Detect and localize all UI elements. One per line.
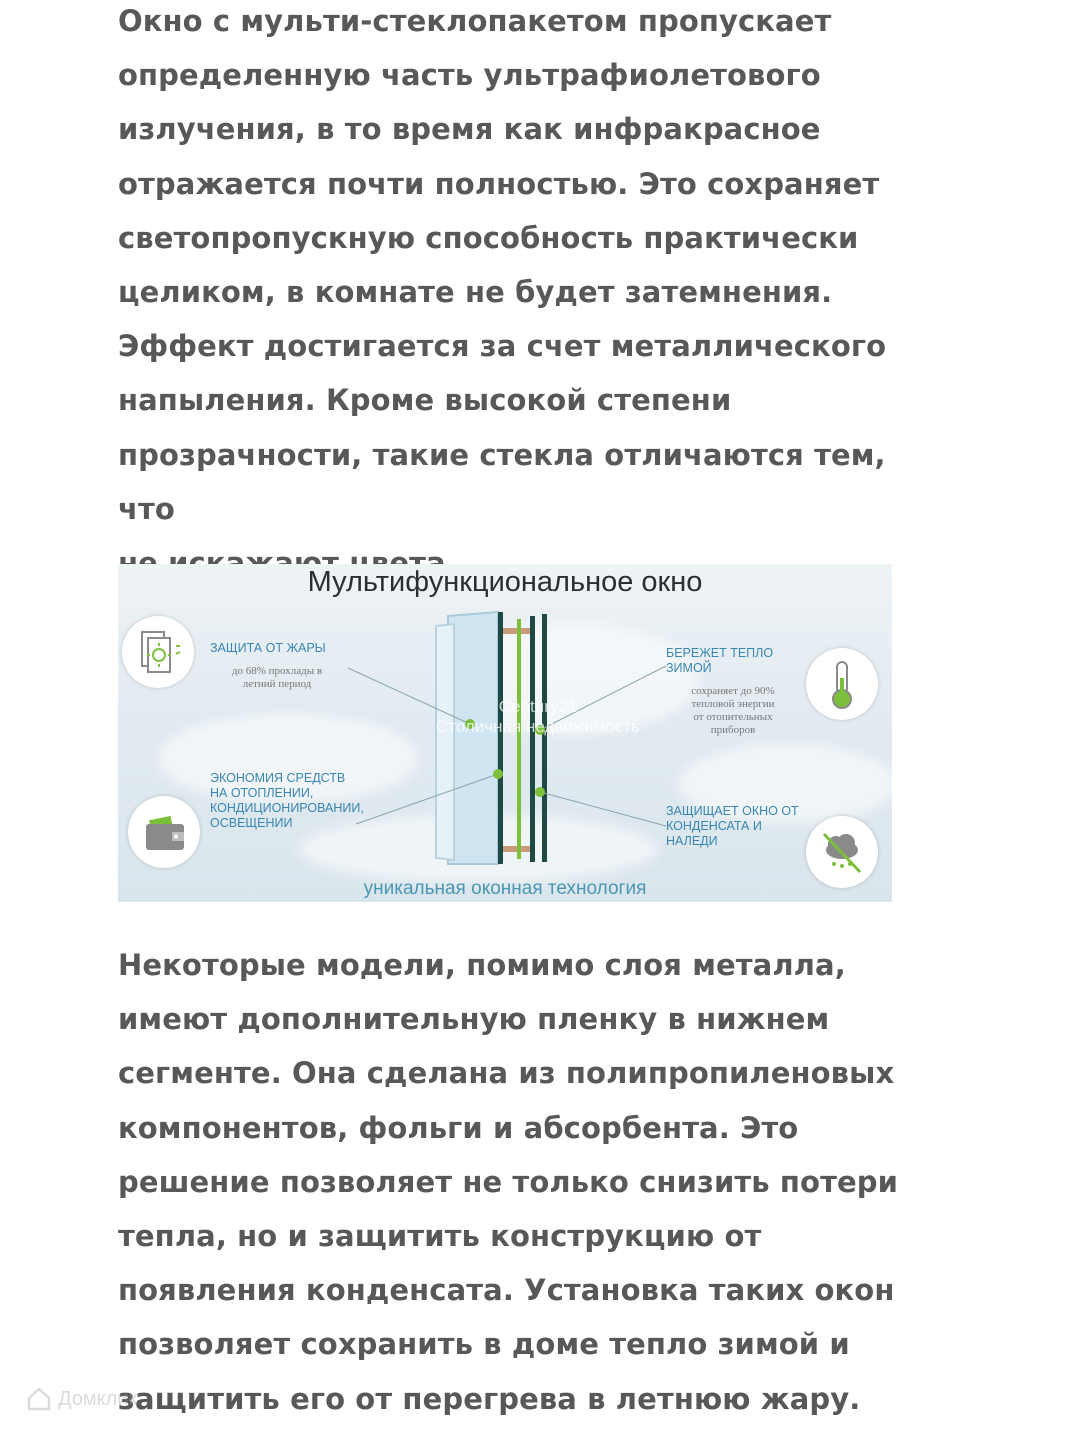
corner-logo-text: Домклик [58,1387,138,1410]
infographic-title: Мультифункциональное окно [307,566,703,598]
watermark: Century21 Столичная недвижимость [435,697,641,736]
home-logo-icon [26,1386,52,1412]
feature-condensate-title: ЗАЩИЩАЕТ ОКНО ОТ КОНДЕНСАТА И НАЛЕДИ [666,804,799,848]
infographic-footer: уникальная оконная технология [363,878,647,899]
sun-window-icon [122,616,194,688]
multifunctional-window-infographic [118,564,892,902]
article-paragraph-1: Окно с мульти-стеклопакетом пропускает определенную часть ультрафиолетового излучения, в то время как инфракрасное отражается почти полностью. Это сохраняет светопропускную способность практически целиком, в комнате не будет затемнения. Эффект достигается за счет металлического напыления. Кроме высокой степени прозрачности, такие стекла отличаются тем, что [118,4,887,526]
wallet-icon [128,796,200,868]
feature-heat-title: ЗАЩИТА ОТ ЖАРЫ [210,641,326,655]
feature-warmth-title: БЕРЕЖЕТ ТЕПЛО ЗИМОЙ [666,646,774,675]
thermometer-icon [806,648,878,720]
article-paragraph-2: Некоторые модели, помимо слоя металла, имеют дополнительную пленку в нижнем сегменте. Она сделана из полипропиленовых компонентов, фольги и абсорбента. Это решение позволяет не только снизить потери тепла, но и защитить конструкцию от появления конденсата. Установка таких окон позволяет сохранить в доме тепло зимой и защитить его от перегрева в летнюю жару. [118,948,899,1416]
feature-heat-subtitle: до 68% прохлады в летний период [231,665,323,690]
feature-warmth-subtitle: сохраняет до 90% тепловой энергии от отопительных приборов [691,685,775,736]
feature-savings-title: ЭКОНОМИЯ СРЕДСТВ НА ОТОПЛЕНИИ, КОНДИЦИОНИРОВАНИИ, ОСВЕЩЕНИИ [210,771,364,830]
corner-logo [26,1386,137,1412]
